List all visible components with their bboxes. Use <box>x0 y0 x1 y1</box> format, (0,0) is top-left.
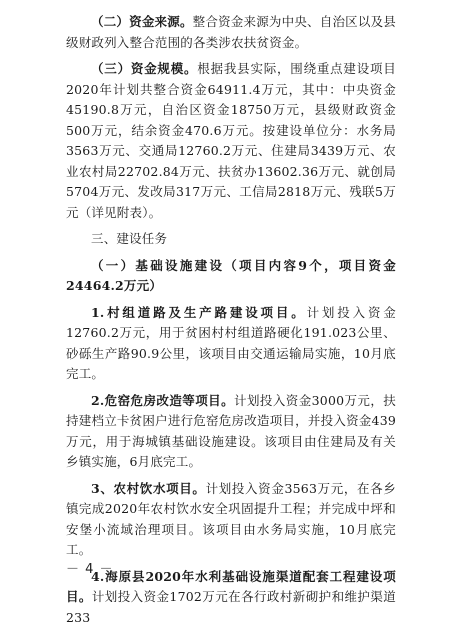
section-title-tasks: 三、建设任务 <box>66 229 396 250</box>
item-irrigation-channels <box>66 567 396 628</box>
subsection-title-infrastructure: （一）基础设施建设（项目内容9个，项目资金24464.2万元） <box>66 256 396 297</box>
item-village-roads <box>66 303 396 385</box>
item-village-roads-heading: 1.村组道路及生产路建设项目。 <box>91 305 307 320</box>
paragraph-fund-scale <box>66 59 396 223</box>
fund-scale-text: 根据我县实际，围绕重点建设项目2020年计划共整合资金64911.4万元，其中：中央资金45190.8万元，自治区资金18750万元，县级财政资金500万元，结余资金470.6万元。按建设单位分：水务局3563万元、交通局12760.2万元、住建局3439万元、农业农村局22702.84万元、扶贫办13602.36万元、就创局5704万元、发改局317万元、工信局2818万元、残联5万元（详见附表）。 <box>66 61 396 220</box>
item-irrigation-channels-heading: 4.海原县2020年水利基础设施渠道配套工程建设项目。 <box>66 569 396 605</box>
fund-source-text: 整合资金来源为中央、自治区以及县级财政列入整合范围的各类涉农扶贫资金。 <box>66 14 396 50</box>
item-housing-renovation-text: 计划投入资金3000万元，扶持建档立卡贫困户进行危窑危房改造项目，并投入资金439万元，用于海城镇基础设施建设。该项目由住建局及有关乡镇实施，6月底完工。 <box>66 393 396 470</box>
item-irrigation-channels-text: 计划投入资金1702万元在各行政村新砌护和维护渠道233 <box>66 589 396 625</box>
paragraph-fund-source <box>66 12 396 53</box>
document-body <box>66 12 396 628</box>
item-housing-renovation <box>66 391 396 473</box>
item-village-roads-text: 计划投入资金12760.2万元，用于贫困村村组道路硬化191.023公里、砂砾生产路90.9公里，该项目由交通运输局实施，10月底完工。 <box>66 305 396 382</box>
fund-source-heading: （二）资金来源。 <box>91 14 193 29</box>
item-drinking-water <box>66 479 396 561</box>
item-drinking-water-text: 计划投入资金3563万元，在各乡镇完成2020年农村饮水安全巩固提升工程；并完成中坪和安堡小流域治理项目。该项目由水务局实施，10月底完工。 <box>66 481 396 558</box>
item-housing-renovation-heading: 2.危窑危房改造等项目。 <box>91 393 234 408</box>
page-number: － 4 － <box>66 558 114 577</box>
item-drinking-water-heading: 3、农村饮水项目。 <box>91 481 206 496</box>
fund-scale-heading: （三）资金规模。 <box>91 61 197 76</box>
